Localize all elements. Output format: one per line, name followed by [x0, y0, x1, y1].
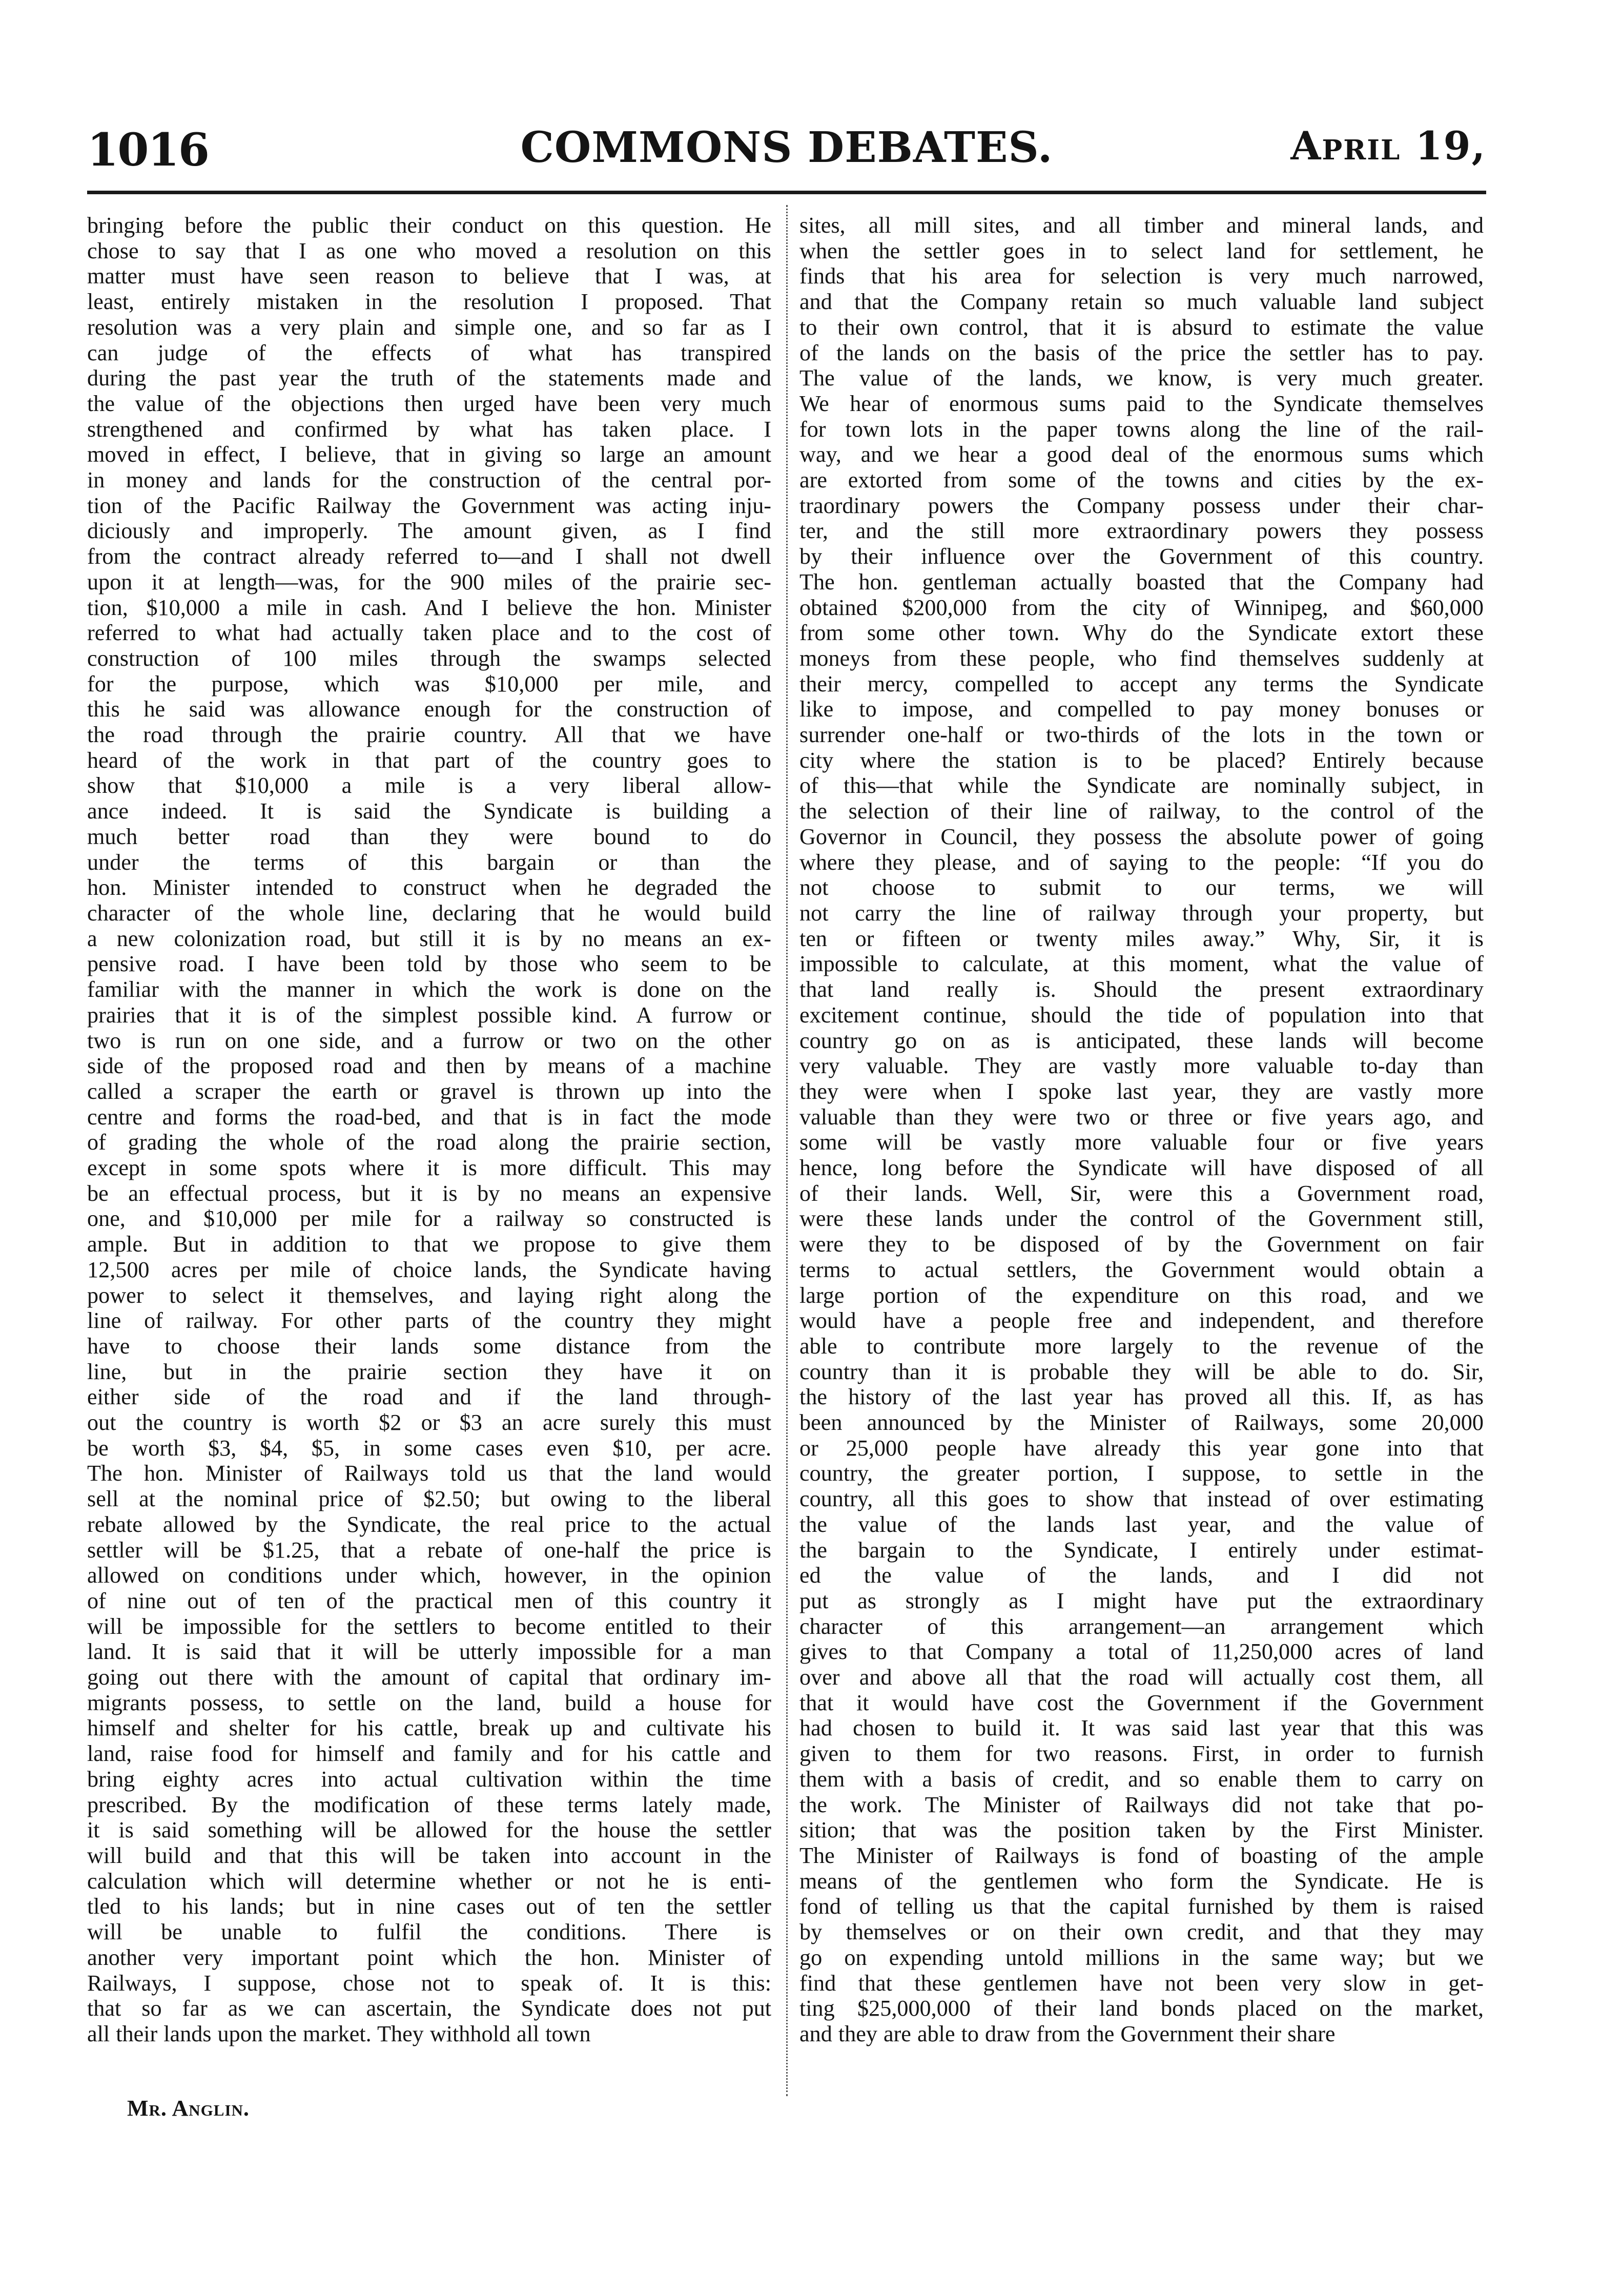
text-line: will be impossible for the settlers to become entitled to their: [87, 1613, 771, 1639]
text-line: 12,500 acres per mile of choice lands, the Syndicate having: [87, 1257, 771, 1282]
text-line: out the country is worth $2 or $3 an acre surely this must: [87, 1410, 771, 1436]
text-line: traordinary powers the Company possess under their char-: [799, 493, 1484, 518]
text-line: two is run on one side, and a furrow or two on the other: [87, 1028, 771, 1053]
text-line: familiar with the manner in which the work is done on the: [87, 977, 771, 1002]
text-line: calculation which will determine whether or not he is enti-: [87, 1868, 771, 1894]
text-line: sition; that was the position taken by the First Minister.: [799, 1817, 1484, 1843]
text-line: ample. But in addition to that we propose to give them: [87, 1232, 771, 1257]
text-line: and they are able to draw from the Government their share: [799, 2021, 1336, 2046]
text-line: valuable than they were two or three or five years ago, and: [799, 1104, 1484, 1130]
text-line: means of the gentlemen who form the Syndicate. He is: [799, 1868, 1484, 1894]
text-line: excitement continue, should the tide of population into that: [799, 1002, 1484, 1028]
text-line: of the lands on the basis of the price the settler has to pay.: [799, 340, 1484, 365]
text-line: least, entirely mistaken in the resolution I proposed. That: [87, 289, 771, 315]
text-line: be worth $3, $4, $5, in some cases even $10, per acre.: [87, 1435, 771, 1461]
text-line: ten or fifteen or twenty miles away.” Why, Sir, it is: [799, 926, 1484, 951]
text-line: migrants possess, to settle on the land, build a house for: [87, 1690, 771, 1715]
text-line: be an effectual process, but it is by no means an expensive: [87, 1180, 771, 1206]
text-line: The hon. gentleman actually boasted that the Company had: [799, 569, 1484, 594]
text-line: for the purpose, which was $10,000 per mile, and: [87, 671, 771, 696]
text-line: much better road than they were bound to do: [87, 824, 771, 849]
text-line: prescribed. By the modification of these terms lately made,: [87, 1792, 771, 1817]
page-number: 1016: [87, 123, 209, 176]
text-line: another very important point which the hon. Minister of: [87, 1944, 771, 1970]
text-line: referred to what had actually taken place and to the cost of: [87, 620, 771, 646]
text-line: have to choose their lands some distance from the: [87, 1333, 771, 1359]
text-line: during the past year the truth of the statements made and: [87, 365, 771, 391]
text-line: were these lands under the control of the Government still,: [799, 1206, 1484, 1232]
text-line: gives to that Company a total of 11,250,000 acres of land: [799, 1639, 1484, 1665]
text-line: very valuable. They are vastly more valuable to-day than: [799, 1053, 1484, 1079]
text-line: tion, $10,000 a mile in cash. And I believe the hon. Minister: [87, 594, 771, 620]
text-line: or 25,000 people have already this year gone into that: [799, 1435, 1484, 1461]
text-line: side of the proposed road and then by means of a machine: [87, 1053, 771, 1079]
text-line: upon it at length—was, for the 900 miles of the prairie sec-: [87, 569, 771, 594]
text-line: of their lands. Well, Sir, were this a Government road,: [799, 1180, 1484, 1206]
text-line: would have a people free and independent, and therefore: [799, 1308, 1484, 1334]
text-line: the bargain to the Syndicate, I entirely under estimat-: [799, 1537, 1484, 1563]
text-line: the value of the objections then urged have been very much: [87, 391, 771, 416]
text-line: will be unable to fulfil the conditions. There is: [87, 1919, 771, 1945]
text-line: to their own control, that it is absurd to estimate the value: [799, 314, 1484, 340]
text-line: the selection of their line of railway, to the control of the: [799, 798, 1484, 824]
header-rule: [87, 191, 1486, 194]
text-line: show that $10,000 a mile is a very liberal allow-: [87, 773, 771, 798]
text-line: diciously and improperly. The amount given, as I find: [87, 518, 771, 544]
text-line: them with a basis of credit, and so enable them to carry on: [799, 1766, 1484, 1792]
text-line: been announced by the Minister of Railways, some 20,000: [799, 1410, 1484, 1436]
text-line: obtained $200,000 from the city of Winnipeg, and $60,000: [799, 594, 1484, 620]
text-line: either side of the road and if the land through-: [87, 1384, 771, 1410]
text-line: country, all this goes to show that instead of over estimating: [799, 1486, 1484, 1512]
text-line: character of the whole line, declaring that he would build: [87, 900, 771, 926]
text-line: except in some spots where it is more difficult. This may: [87, 1155, 771, 1181]
text-line: construction of 100 miles through the swamps selected: [87, 645, 771, 671]
text-line: large portion of the expenditure on this road, and we: [799, 1282, 1484, 1308]
text-line: sell at the nominal price of $2.50; but owing to the liberal: [87, 1486, 771, 1512]
text-line: that it would have cost the Government if the Government: [799, 1690, 1484, 1715]
text-line: under the terms of this bargain or than the: [87, 849, 771, 875]
text-line: some will be vastly more valuable four or five years: [799, 1130, 1484, 1155]
text-line: by their influence over the Government of this country.: [799, 544, 1484, 569]
text-line: find that these gentlemen have not been very slow in get-: [799, 1970, 1484, 1996]
text-line: from some other town. Why do the Syndicate extort these: [799, 620, 1484, 646]
text-line: tled to his lands; but in nine cases out of ten the settler: [87, 1894, 771, 1919]
text-line: power to select it themselves, and laying right along the: [87, 1282, 771, 1308]
text-line: had chosen to build it. It was said last year that this was: [799, 1715, 1484, 1741]
text-line: able to contribute more largely to the revenue of the: [799, 1333, 1484, 1359]
text-line: impossible to calculate, at this moment, what the value of: [799, 951, 1484, 977]
text-line: that land really is. Should the present extraordinary: [799, 977, 1484, 1002]
text-line: land. It is said that it will be utterly impossible for a man: [87, 1639, 771, 1665]
text-line: are extorted from some of the towns and cities by the ex-: [799, 467, 1484, 493]
text-line: hence, long before the Syndicate will have disposed of all: [799, 1155, 1484, 1181]
text-line: surrender one-half or two-thirds of the lots in the town or: [799, 722, 1484, 748]
text-line: land, raise food for himself and family and for his cattle and: [87, 1741, 771, 1767]
text-line: a new colonization road, but still it is by no means an ex-: [87, 926, 771, 951]
text-line: way, and we hear a good deal of the enormous sums which: [799, 442, 1484, 467]
text-line: finds that his area for selection is very much narrowed,: [799, 263, 1484, 289]
text-line: for town lots in the paper towns along the line of the rail-: [799, 416, 1484, 442]
text-line: put as strongly as I might have put the extraordinary: [799, 1588, 1484, 1613]
text-line: not choose to submit to our terms, we will: [799, 875, 1484, 900]
text-line: when the settler goes in to select land for settlement, he: [799, 238, 1484, 263]
text-line: tion of the Pacific Railway the Government was acting inju-: [87, 493, 771, 518]
right-column: [799, 213, 1484, 2047]
page-header: [87, 123, 1486, 187]
text-line: prairies that it is of the simplest possible kind. A furrow or: [87, 1002, 771, 1028]
text-line: called a scraper the earth or gravel is thrown up into the: [87, 1078, 771, 1104]
text-line: of grading the whole of the road along the prairie section,: [87, 1130, 771, 1155]
text-line: where they please, and of saying to the people: “If you do: [799, 849, 1484, 875]
text-line: city where the station is to be placed? Entirely because: [799, 747, 1484, 773]
text-line: were they to be disposed of by the Government on fair: [799, 1232, 1484, 1257]
text-line: fond of telling us that the capital furnished by them is raised: [799, 1894, 1484, 1919]
text-line: from the contract already referred to—and I shall not dwell: [87, 544, 771, 569]
text-line: matter must have seen reason to believe that I was, at: [87, 263, 771, 289]
text-line: We hear of enormous sums paid to the Syndicate themselves: [799, 391, 1484, 416]
text-line: chose to say that I as one who moved a resolution on this: [87, 238, 771, 263]
text-line: The Minister of Railways is fond of boasting of the ample: [799, 1843, 1484, 1868]
text-line: settler will be $1.25, that a rebate of one-half the price is: [87, 1537, 771, 1563]
text-line: can judge of the effects of what has transpired: [87, 340, 771, 365]
text-line: will build and that this will be taken into account in the: [87, 1843, 771, 1868]
column-divider: [786, 205, 788, 2096]
text-line: moved in effect, I believe, that in giving so large an amount: [87, 442, 771, 467]
text-line: their mercy, compelled to accept any terms the Syndicate: [799, 671, 1484, 696]
text-line: go on expending untold millions in the same way; but we: [799, 1944, 1484, 1970]
text-line: centre and forms the road-bed, and that is in fact the mode: [87, 1104, 771, 1130]
text-line: the history of the last year has proved all this. If, as has: [799, 1384, 1484, 1410]
text-line: of this—that while the Syndicate are nominally subject, in: [799, 773, 1484, 798]
text-line: country than it is probable they will be able to do. Sir,: [799, 1359, 1484, 1384]
text-line: sites, all mill sites, and all timber and mineral lands, and: [799, 213, 1484, 238]
text-line: going out there with the amount of capital that ordinary im-: [87, 1665, 771, 1690]
text-line: that so far as we can ascertain, the Syndicate does not put: [87, 1996, 771, 2021]
text-line: Governor in Council, they possess the absolute power of going: [799, 824, 1484, 849]
text-line: the road through the prairie country. All that we have: [87, 722, 771, 748]
text-line: country, the greater portion, I suppose, to settle in the: [799, 1461, 1484, 1486]
text-line: this he said was allowance enough for the construction of: [87, 696, 771, 722]
text-line: line of railway. For other parts of the country they might: [87, 1308, 771, 1334]
text-line: himself and shelter for his cattle, break up and cultivate his: [87, 1715, 771, 1741]
text-line: rebate allowed by the Syndicate, the real price to the actual: [87, 1511, 771, 1537]
text-line: like to impose, and compelled to pay money bonuses or: [799, 696, 1484, 722]
text-line: not carry the line of railway through your property, but: [799, 900, 1484, 926]
text-line: strengthened and confirmed by what has taken place. I: [87, 416, 771, 442]
text-line: it is said something will be allowed for the house the settler: [87, 1817, 771, 1843]
text-line: Railways, I suppose, chose not to speak of. It is this:: [87, 1970, 771, 1996]
text-line: the work. The Minister of Railways did not take that po-: [799, 1792, 1484, 1817]
text-line: one, and $10,000 per mile for a railway so constructed is: [87, 1206, 771, 1232]
left-column: [87, 213, 771, 2047]
text-line: over and above all that the road will actually cost them, all: [799, 1665, 1484, 1690]
text-line: hon. Minister intended to construct when he degraded the: [87, 875, 771, 900]
text-line: the value of the lands last year, and the value of: [799, 1511, 1484, 1537]
text-line: pensive road. I have been told by those who seem to be: [87, 951, 771, 977]
text-line: and that the Company retain so much valuable land subject: [799, 289, 1484, 315]
text-line: line, but in the prairie section they have it on: [87, 1359, 771, 1384]
speaker-name: Mr. Anglin.: [127, 2096, 250, 2121]
text-line: country go on as is anticipated, these lands will become: [799, 1028, 1484, 1053]
text-line: terms to actual settlers, the Government would obtain a: [799, 1257, 1484, 1282]
header-date: April 19,: [1290, 123, 1486, 169]
text-line: bringing before the public their conduct on this question. He: [87, 213, 771, 238]
text-line: allowed on conditions under which, however, in the opinion: [87, 1563, 771, 1588]
text-line: ter, and the still more extraordinary powers they possess: [799, 518, 1484, 544]
text-line: in money and lands for the construction of the central por-: [87, 467, 771, 493]
text-line: ting $25,000,000 of their land bonds placed on the market,: [799, 1996, 1484, 2021]
text-line: ance indeed. It is said the Syndicate is building a: [87, 798, 771, 824]
text-line: bring eighty acres into actual cultivation within the time: [87, 1766, 771, 1792]
text-line: heard of the work in that part of the country goes to: [87, 747, 771, 773]
text-line: The value of the lands, we know, is very much greater.: [799, 365, 1484, 391]
text-line: given to them for two reasons. First, in order to furnish: [799, 1741, 1484, 1767]
journal-title: COMMONS DEBATES.: [520, 123, 1053, 172]
text-line: The hon. Minister of Railways told us that the land would: [87, 1461, 771, 1486]
text-line: by themselves or on their own credit, and that they may: [799, 1919, 1484, 1945]
text-line: they were when I spoke last year, they are vastly more: [799, 1078, 1484, 1104]
text-line: all their lands upon the market. They withhold all town: [87, 2021, 591, 2046]
text-line: resolution was a very plain and simple one, and so far as I: [87, 314, 771, 340]
text-line: character of this arrangement—an arrangement which: [799, 1613, 1484, 1639]
text-line: ed the value of the lands, and I did not: [799, 1563, 1484, 1588]
text-line: moneys from these people, who find themselves suddenly at: [799, 645, 1484, 671]
text-line: of nine out of ten of the practical men of this country it: [87, 1588, 771, 1613]
